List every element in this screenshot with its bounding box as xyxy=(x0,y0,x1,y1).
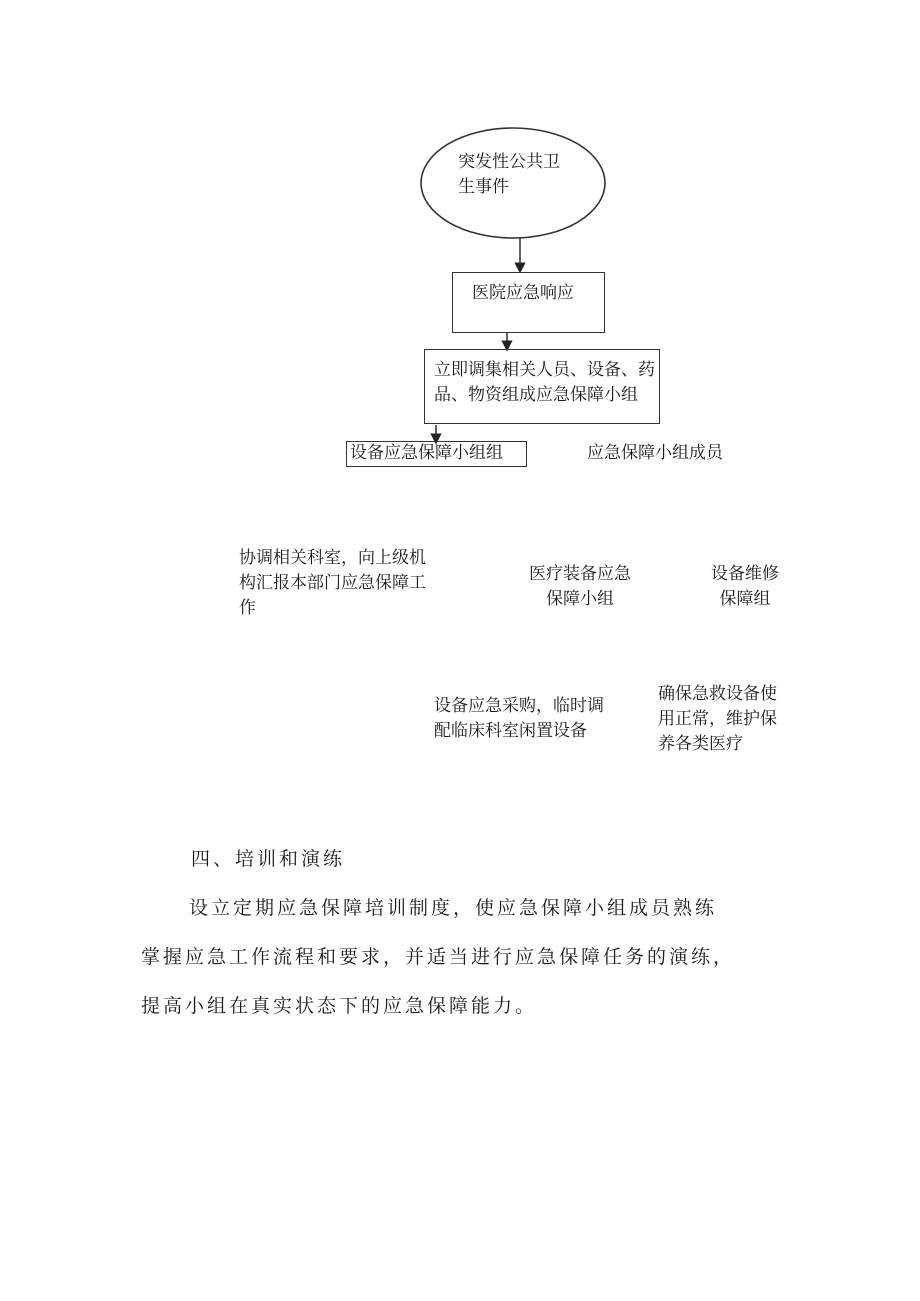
paragraph-line-3: 提高小组在真实状态下的应急保障能力。 xyxy=(141,995,538,1017)
paragraph-line-2: 掌握应急工作流程和要求，并适当进行应急保障任务的演练， xyxy=(141,946,736,968)
maintenance-text: 确保急救设备使 用正常，维护保 养各类医疗 xyxy=(658,684,777,754)
equipment-group-text: 设备应急保障小组组 xyxy=(350,443,503,463)
members-text: 应急保障小组成员 xyxy=(587,443,723,463)
repair-group-text: 设备维修 保障组 xyxy=(711,564,779,609)
section-heading: 四、培训和演练 xyxy=(191,848,346,870)
medical-group-text: 医疗装备应急 保障小组 xyxy=(529,564,631,609)
assemble-text: 立即调集相关人员、设备、药 品、物资组成应急保障小组 xyxy=(434,360,655,405)
event-text: 突发性公共卫 生事件 xyxy=(458,152,560,197)
paragraph-line-1: 设立定期应急保障培训制度，使应急保障小组成员熟练 xyxy=(189,897,718,919)
hospital-response-text: 医院应急响应 xyxy=(472,283,574,303)
procurement-text: 设备应急采购，临时调 配临床科室闲置设备 xyxy=(434,696,604,741)
coordinate-text: 协调相关科室，向上级机 构汇报本部门应急保障工 作 xyxy=(239,548,426,618)
